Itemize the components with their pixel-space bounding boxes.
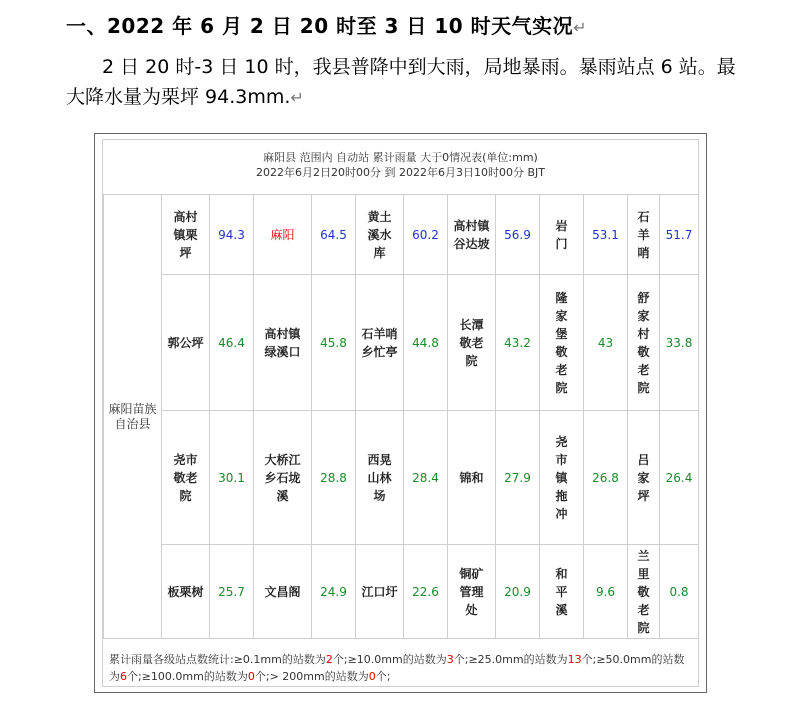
station-name: 黄土 溪水 库 [356, 195, 404, 275]
station-name: 岩 门 [540, 195, 584, 275]
station-name: 锦和 [448, 411, 496, 545]
rainfall-value: 25.7 [210, 545, 254, 639]
section-heading-text: 一、2022 年 6 月 2 日 20 时至 3 日 10 时天气实况 [66, 14, 574, 38]
stats-unit: 个; [332, 653, 348, 666]
table-title-line1: 麻阳县 范围内 自动站 累计雨量 大于0情况表(单位:mm) [263, 151, 538, 164]
stats-unit: 个; [254, 670, 270, 683]
station-name: 麻阳 [254, 195, 312, 275]
stats-count: 13 [567, 653, 582, 666]
table-title [103, 140, 698, 195]
rainfall-value: 30.1 [210, 411, 254, 545]
station-name: 尧 市 镇 拖 冲 [540, 411, 584, 545]
station-name: 吕 家 坪 [628, 411, 660, 545]
table-row [104, 275, 699, 411]
stats-count: 3 [446, 653, 454, 666]
stats-label: ≥10.0mm的站数为 [347, 653, 447, 666]
paragraph-mark-icon: ↵ [573, 18, 588, 37]
station-name: 高村镇 绿溪口 [254, 275, 312, 411]
station-name: 铜矿 管理 处 [448, 545, 496, 639]
stats-unit: 个; [127, 670, 142, 683]
stats-prefix: 累计雨量各级站点数统计: [109, 653, 234, 666]
paragraph-mark-icon: ↵ [290, 88, 304, 107]
rainfall-value: 51.7 [660, 195, 699, 275]
stats-unit: 个; [581, 653, 597, 666]
station-name: 郭公坪 [162, 275, 210, 411]
rainfall-value: 24.9 [312, 545, 356, 639]
station-name: 高村镇 谷达坡 [448, 195, 496, 275]
stats-label: ≥25.0mm的站数为 [468, 653, 568, 666]
rainfall-value: 9.6 [584, 545, 628, 639]
rainfall-value: 26.4 [660, 411, 699, 545]
station-name: 大桥江 乡石垅 溪 [254, 411, 312, 545]
rainfall-table-image [94, 133, 707, 693]
station-name: 隆 家 堡 敬 老 院 [540, 275, 584, 411]
station-name: 石 羊 哨 [628, 195, 660, 275]
rainfall-value: 20.9 [496, 545, 540, 639]
rainfall-value: 56.9 [496, 195, 540, 275]
table-row [104, 545, 699, 639]
rainfall-value: 45.8 [312, 275, 356, 411]
table-row [104, 195, 699, 275]
stats-count: 0 [368, 670, 376, 683]
rainfall-value: 60.2 [404, 195, 448, 275]
rainfall-value: 26.8 [584, 411, 628, 545]
rainfall-value: 28.8 [312, 411, 356, 545]
rainfall-value: 46.4 [210, 275, 254, 411]
rainfall-value: 44.8 [404, 275, 448, 411]
stats-unit: 个; [375, 670, 391, 683]
station-name: 西晃 山林 场 [356, 411, 404, 545]
summary-paragraph [66, 52, 746, 113]
table-row [104, 411, 699, 545]
station-count-stats [109, 651, 694, 685]
rainfall-value: 43 [584, 275, 628, 411]
stats-count: 0 [247, 670, 255, 683]
station-name: 石羊哨 乡忙亭 [356, 275, 404, 411]
rainfall-value: 43.2 [496, 275, 540, 411]
station-grid [103, 194, 699, 639]
stats-count: 2 [325, 653, 333, 666]
rainfall-value: 22.6 [404, 545, 448, 639]
station-name: 舒 家 村 敬 老 院 [628, 275, 660, 411]
rainfall-value: 33.8 [660, 275, 699, 411]
stats-count: 6 [120, 670, 127, 683]
rainfall-value: 64.5 [312, 195, 356, 275]
stats-label: ≥50.0mm的站数为 [109, 653, 685, 683]
station-name: 高村 镇栗 坪 [162, 195, 210, 275]
rainfall-value: 94.3 [210, 195, 254, 275]
stats-unit: 个; [453, 653, 469, 666]
rainfall-value: 28.4 [404, 411, 448, 545]
station-name: 和 平 溪 [540, 545, 584, 639]
section-heading [66, 10, 587, 39]
station-name: 尧市 敬老 院 [162, 411, 210, 545]
station-name: 兰 里 敬 老 院 [628, 545, 660, 639]
stats-label: > 200mm的站数为 [269, 670, 369, 683]
station-name: 板栗树 [162, 545, 210, 639]
rainfall-value: 27.9 [496, 411, 540, 545]
table-title-line2: 2022年6月2日20时00分 到 2022年6月3日10时00分 BJT [256, 166, 545, 179]
stats-label: ≥0.1mm的站数为 [233, 653, 326, 666]
station-name: 长潭 敬老 院 [448, 275, 496, 411]
rainfall-value: 53.1 [584, 195, 628, 275]
rainfall-value: 0.8 [660, 545, 699, 639]
summary-text: 2 日 20 时-3 日 10 时，我县普降中到大雨，局地暴雨。暴雨站点 6 站。最大降水量为栗坪 94.3mm. [66, 56, 736, 108]
station-name: 江口圩 [356, 545, 404, 639]
stats-label: ≥100.0mm的站数为 [141, 670, 248, 683]
county-name: 麻阳苗族 自治县 [104, 195, 162, 639]
station-name: 文昌阁 [254, 545, 312, 639]
rainfall-table [102, 139, 699, 687]
